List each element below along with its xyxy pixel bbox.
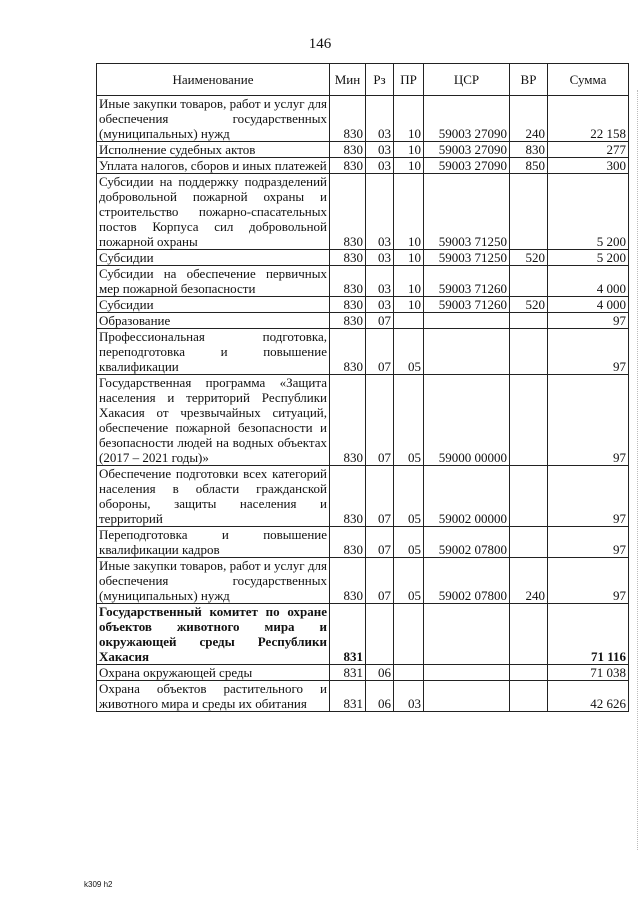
cell-sum: 71 038 (548, 665, 629, 681)
cell-csr: 59002 00000 (424, 466, 510, 527)
cell-rz: 03 (366, 250, 394, 266)
cell-rz: 06 (366, 681, 394, 712)
cell-rz: 03 (366, 297, 394, 313)
cell-vr: 830 (510, 142, 548, 158)
cell-name: Субсидии (97, 297, 330, 313)
cell-csr (424, 665, 510, 681)
cell-vr (510, 665, 548, 681)
cell-pr: 10 (394, 266, 424, 297)
table-row (97, 466, 629, 527)
cell-rz: 03 (366, 96, 394, 142)
cell-name: Обеспечение подготовки всех категорий населения в области гражданской обороны, защиты населения и территорий (97, 466, 330, 527)
cell-csr: 59003 71250 (424, 250, 510, 266)
cell-pr: 05 (394, 375, 424, 466)
cell-pr (394, 665, 424, 681)
cell-vr (510, 681, 548, 712)
table-row (97, 375, 629, 466)
cell-rz: 07 (366, 313, 394, 329)
cell-vr (510, 604, 548, 665)
cell-pr: 05 (394, 527, 424, 558)
cell-vr: 240 (510, 96, 548, 142)
cell-pr: 10 (394, 250, 424, 266)
cell-csr: 59003 71260 (424, 297, 510, 313)
cell-min: 830 (330, 558, 366, 604)
cell-min: 830 (330, 266, 366, 297)
cell-name: Охрана объектов растительного и животного мира и среды их обитания (97, 681, 330, 712)
header-pr: ПР (394, 64, 424, 96)
cell-vr: 520 (510, 250, 548, 266)
cell-vr (510, 174, 548, 250)
cell-rz: 07 (366, 558, 394, 604)
cell-sum: 97 (548, 466, 629, 527)
cell-rz: 03 (366, 266, 394, 297)
budget-table (96, 63, 629, 712)
page-number: 146 (308, 36, 332, 52)
cell-name: Профессиональная подготовка, переподготовка и повышение квалификации (97, 329, 330, 375)
cell-sum: 97 (548, 329, 629, 375)
cell-sum: 97 (548, 527, 629, 558)
cell-min: 831 (330, 665, 366, 681)
cell-name: Иные закупки товаров, работ и услуг для обеспечения государственных (муниципальных) нужд (97, 558, 330, 604)
table-row (97, 665, 629, 681)
cell-csr (424, 604, 510, 665)
cell-min: 830 (330, 142, 366, 158)
cell-pr: 05 (394, 329, 424, 375)
cell-vr (510, 313, 548, 329)
cell-pr: 10 (394, 142, 424, 158)
cell-sum: 277 (548, 142, 629, 158)
cell-pr: 10 (394, 174, 424, 250)
table-row (97, 313, 629, 329)
table-body (97, 96, 629, 712)
cell-sum: 5 200 (548, 174, 629, 250)
cell-min: 830 (330, 158, 366, 174)
cell-name: Образование (97, 313, 330, 329)
cell-name: Иные закупки товаров, работ и услуг для обеспечения государственных (муниципальных) нужд (97, 96, 330, 142)
cell-vr: 240 (510, 558, 548, 604)
cell-csr: 59003 71250 (424, 174, 510, 250)
cell-sum: 71 116 (548, 604, 629, 665)
header-sum: Сумма (548, 64, 629, 96)
cell-min: 830 (330, 313, 366, 329)
cell-min: 830 (330, 527, 366, 558)
cell-min: 830 (330, 329, 366, 375)
cell-sum: 97 (548, 313, 629, 329)
table-row (97, 174, 629, 250)
cell-vr (510, 329, 548, 375)
cell-min: 830 (330, 297, 366, 313)
cell-pr: 05 (394, 466, 424, 527)
cell-rz: 03 (366, 142, 394, 158)
cell-vr (510, 266, 548, 297)
cell-sum: 42 626 (548, 681, 629, 712)
table-row (97, 297, 629, 313)
cell-sum: 4 000 (548, 297, 629, 313)
cell-name: Государственная программа «Защита населения и территорий Республики Хакасия от чрезвычайных ситуаций, обеспечение пожарной безопасности и безопасности людей на водных объектах (2017 – 2021 годы)» (97, 375, 330, 466)
cell-pr (394, 313, 424, 329)
cell-vr (510, 466, 548, 527)
cell-min: 830 (330, 250, 366, 266)
cell-csr: 59000 00000 (424, 375, 510, 466)
cell-sum: 300 (548, 158, 629, 174)
cell-sum: 97 (548, 558, 629, 604)
table-row (97, 329, 629, 375)
header-rz: Рз (366, 64, 394, 96)
cell-pr: 05 (394, 558, 424, 604)
cell-csr (424, 329, 510, 375)
cell-rz: 03 (366, 174, 394, 250)
cell-pr (394, 604, 424, 665)
table-row (97, 250, 629, 266)
cell-name: Уплата налогов, сборов и иных платежей (97, 158, 330, 174)
cell-vr: 850 (510, 158, 548, 174)
cell-rz (366, 604, 394, 665)
header-csr: ЦСР (424, 64, 510, 96)
cell-min: 830 (330, 96, 366, 142)
header-min: Мин (330, 64, 366, 96)
table-row (97, 558, 629, 604)
cell-pr: 10 (394, 158, 424, 174)
cell-pr: 10 (394, 96, 424, 142)
cell-pr: 03 (394, 681, 424, 712)
cell-rz: 06 (366, 665, 394, 681)
cell-csr (424, 681, 510, 712)
header-vr: ВР (510, 64, 548, 96)
cell-rz: 03 (366, 158, 394, 174)
cell-csr: 59003 27090 (424, 96, 510, 142)
cell-rz: 07 (366, 527, 394, 558)
cell-sum: 97 (548, 375, 629, 466)
cell-min: 831 (330, 604, 366, 665)
cell-name: Государственный комитет по охране объектов животного мира и окружающей среды Республики Хакасия (97, 604, 330, 665)
table-row (97, 527, 629, 558)
table-row (97, 142, 629, 158)
cell-csr: 59002 07800 (424, 527, 510, 558)
cell-name: Переподготовка и повышение квалификации кадров (97, 527, 330, 558)
cell-csr (424, 313, 510, 329)
cell-min: 830 (330, 466, 366, 527)
header-name: Наименование (97, 64, 330, 96)
footer-code: k309 h2 (84, 880, 113, 889)
cell-vr: 520 (510, 297, 548, 313)
cell-min: 830 (330, 174, 366, 250)
cell-csr: 59003 27090 (424, 158, 510, 174)
cell-rz: 07 (366, 375, 394, 466)
cell-name: Исполнение судебных актов (97, 142, 330, 158)
table-row (97, 96, 629, 142)
cell-csr: 59002 07800 (424, 558, 510, 604)
table-row (97, 604, 629, 665)
cell-name: Субсидии на обеспечение первичных мер пожарной безопасности (97, 266, 330, 297)
cell-csr: 59003 27090 (424, 142, 510, 158)
cell-vr (510, 375, 548, 466)
cell-vr (510, 527, 548, 558)
cell-rz: 07 (366, 466, 394, 527)
scan-edge-mark (636, 90, 638, 850)
cell-sum: 4 000 (548, 266, 629, 297)
table-row (97, 158, 629, 174)
cell-sum: 22 158 (548, 96, 629, 142)
cell-csr: 59003 71260 (424, 266, 510, 297)
cell-sum: 5 200 (548, 250, 629, 266)
cell-name: Охрана окружающей среды (97, 665, 330, 681)
cell-name: Субсидии на поддержку подразделений добровольной пожарной охраны и строительство пожарно-спасательных постов Корпуса сил добровольной пожарной охраны (97, 174, 330, 250)
cell-min: 831 (330, 681, 366, 712)
cell-rz: 07 (366, 329, 394, 375)
cell-pr: 10 (394, 297, 424, 313)
table-header-row (97, 64, 629, 96)
table-row (97, 681, 629, 712)
cell-min: 830 (330, 375, 366, 466)
table-row (97, 266, 629, 297)
cell-name: Субсидии (97, 250, 330, 266)
